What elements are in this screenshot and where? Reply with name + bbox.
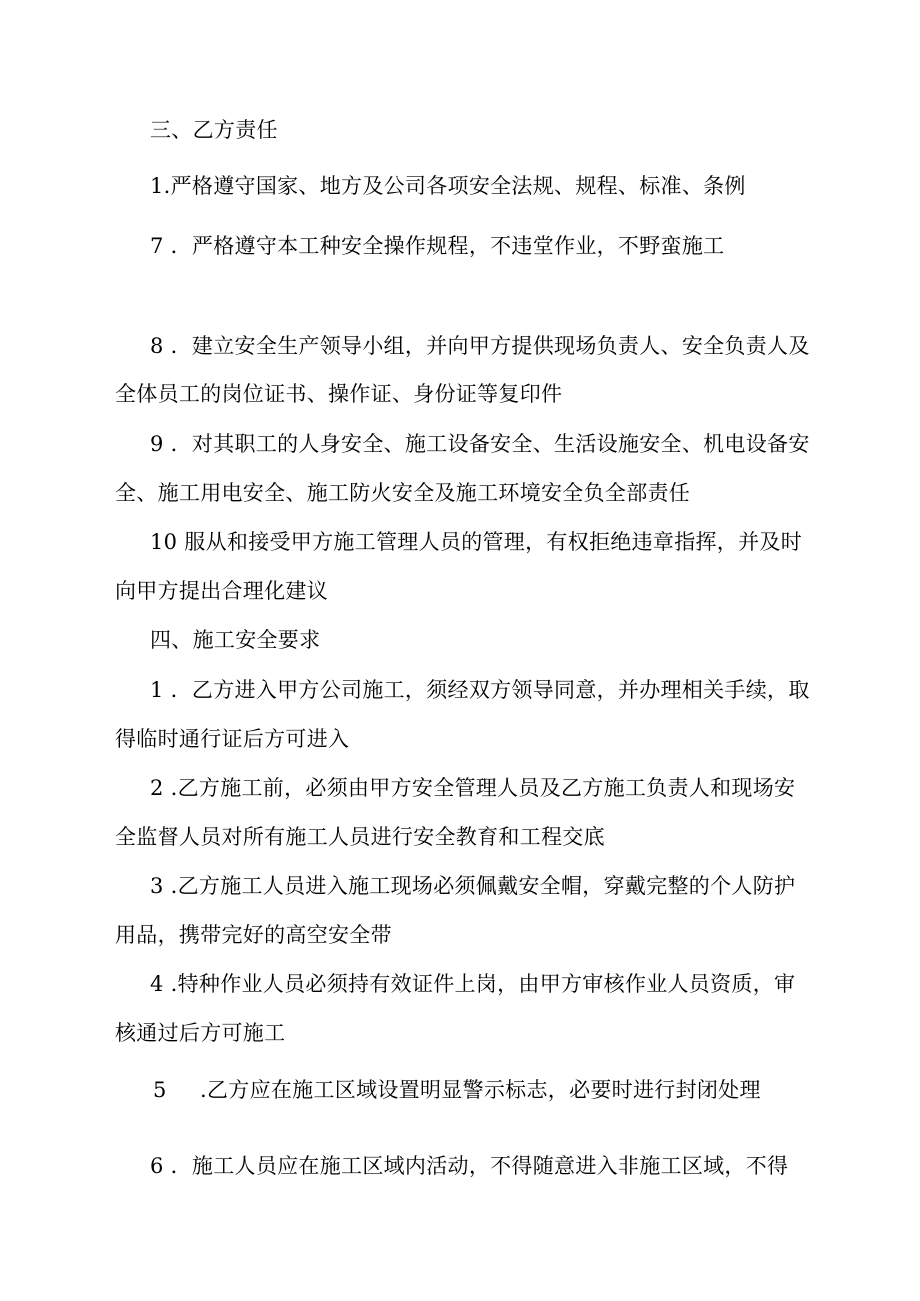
section-4-item-5-number: 5 [153, 1078, 167, 1102]
section-4-heading: 四、施工安全要求 [150, 628, 321, 652]
section-3-item-9-line-2: 全、施工用电安全、施工防火安全及施工环境安全负全部责任 [115, 481, 691, 505]
section-4-item-2-line-1: 2 .乙方施工前，必须由甲方安全管理人员及乙方施工负责人和现场安 [150, 776, 796, 800]
section-3-item-10-line-2: 向甲方提出合理化建议 [115, 579, 328, 603]
section-3-heading: 三、乙方责任 [150, 118, 278, 142]
section-3-item-10-line-1: 10 服从和接受甲方施工管理人员的管理，有权拒绝违章指挥，并及时 [150, 530, 802, 554]
section-4-item-3-line-2: 用品，携带完好的高空安全带 [115, 923, 392, 947]
section-4-item-4-line-2: 核通过后方可施工 [115, 1021, 286, 1045]
section-4-item-1-line-2: 得临时通行证后方可进入 [115, 727, 350, 751]
section-3-item-8-line-1: 8 ．建立安全生产领导小组，并向甲方提供现场负责人、安全负责人及 [150, 334, 810, 358]
section-4-item-5-text: .乙方应在施工区域设置明显警示标志，必要时进行封闭处理 [200, 1078, 761, 1102]
section-4-item-1-line-1: 1 ．乙方进入甲方公司施工，须经双方领导同意，并办理相关手续，取 [150, 678, 810, 702]
section-4-item-2-line-2: 全监督人员对所有施工人员进行安全教育和工程交底 [115, 825, 605, 849]
section-3-item-1: 1.严格遵守国家、地方及公司各项安全法规、规程、标准、条例 [150, 174, 746, 198]
section-3-item-8-line-2: 全体员工的岗位证书、操作证、身份证等复印件 [115, 382, 563, 406]
section-3-item-9-line-1: 9 ．对其职工的人身安全、施工设备安全、生活设施安全、机电设备安 [150, 432, 810, 456]
section-3-item-7: 7 ．严格遵守本工种安全操作规程，不违堂作业，不野蛮施工 [150, 234, 725, 258]
section-4-item-4-line-1: 4 .特种作业人员必须持有效证件上岗，由甲方审核作业人员资质，审 [150, 972, 796, 996]
section-4-item-6-line-1: 6 ．施工人员应在施工区域内活动，不得随意进入非施工区域，不得 [150, 1154, 789, 1178]
section-4-item-3-line-1: 3 .乙方施工人员进入施工现场必须佩戴安全帽，穿戴完整的个人防护 [150, 874, 796, 898]
